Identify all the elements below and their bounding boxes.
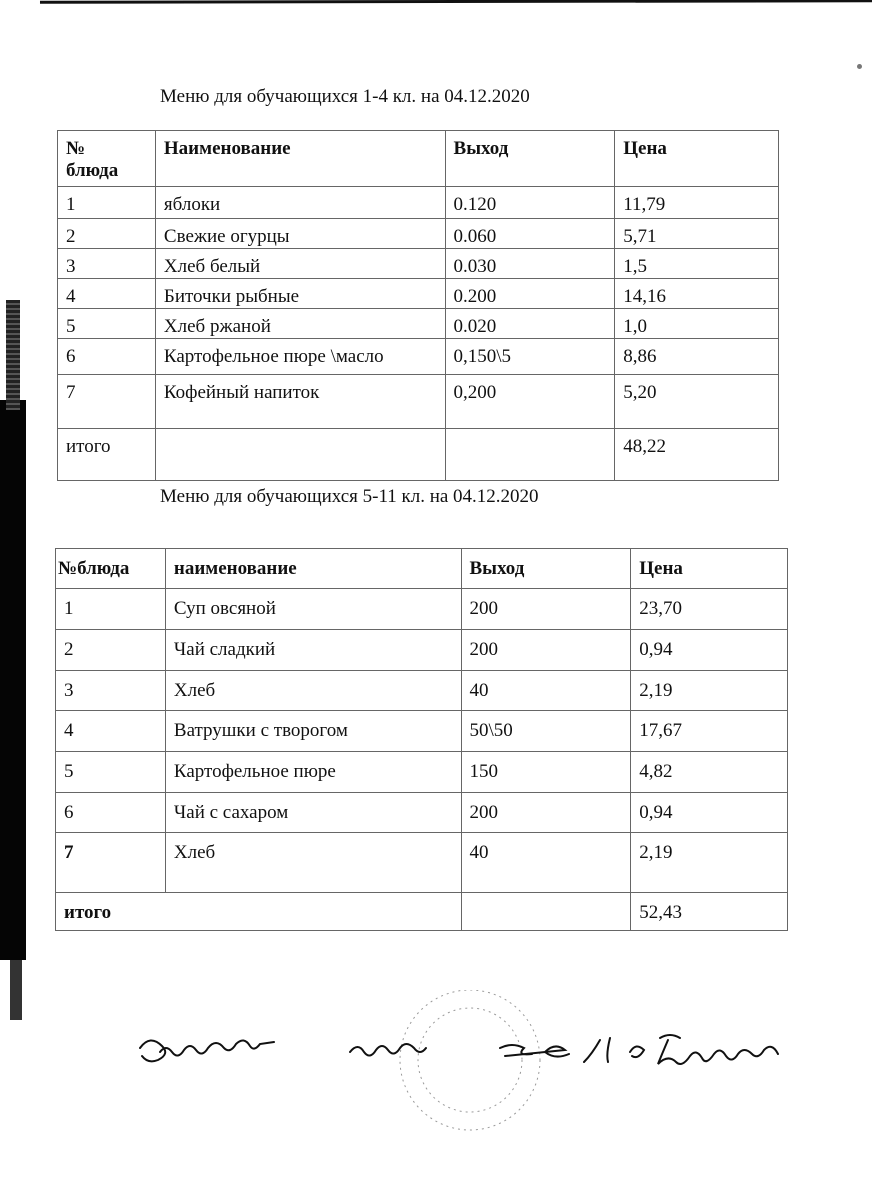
table-row: 2 Свежие огурцы 0.060 5,71	[58, 219, 779, 249]
menu-1-4-title: Меню для обучающихся 1-4 кл. на 04.12.2020	[160, 86, 530, 107]
table-header-row	[58, 131, 779, 187]
table-row: 3 Хлеб белый 0.030 1,5	[58, 249, 779, 279]
handwritten-signature	[140, 1035, 778, 1064]
header-name: наименование	[165, 549, 461, 589]
table-row: 7 Кофейный напиток 0,200 5,20	[58, 375, 779, 429]
table-row: 1 яблоки 0.120 11,79	[58, 187, 779, 219]
menu-1-4-table	[57, 130, 779, 481]
table-row: 1 Суп овсяной 200 23,70	[56, 589, 788, 630]
table-header-row	[56, 549, 788, 589]
menu-5-11-table	[55, 548, 788, 931]
header-num: № блюда	[58, 131, 156, 187]
header-yield: Выход	[461, 549, 631, 589]
scan-edge-shadow	[0, 400, 26, 960]
table-row: 4 Ватрушки с творогом 50\50 17,67	[56, 711, 788, 752]
signature-stamp-graphic	[120, 990, 872, 1150]
menu-5-11-title: Меню для обучающихся 5-11 кл. на 04.12.2020	[160, 486, 539, 507]
table-row: 7 Хлеб 40 2,19	[56, 833, 788, 893]
header-price: Цена	[615, 131, 779, 187]
header-price: Цена	[631, 549, 788, 589]
table-row: 4 Биточки рыбные 0.200 14,16	[58, 279, 779, 309]
table-row: 6 Картофельное пюре \масло 0,150\5 8,86	[58, 339, 779, 375]
total-row: итого 48,22	[58, 429, 779, 481]
total-row: итого 52,43	[56, 893, 788, 931]
scan-speck	[857, 64, 862, 69]
table-row: 5 Хлеб ржаной 0.020 1,0	[58, 309, 779, 339]
header-yield: Выход	[445, 131, 615, 187]
header-num: №блюда	[56, 549, 166, 589]
table-row: 6 Чай с сахаром 200 0,94	[56, 793, 788, 833]
director-signature	[120, 990, 872, 1150]
stamp-seal	[400, 990, 540, 1130]
scan-edge-noise-lower	[10, 960, 22, 1020]
scan-edge-noise	[6, 300, 20, 410]
scan-top-border	[40, 0, 872, 14]
table-row: 5 Картофельное пюре 150 4,82	[56, 752, 788, 793]
header-name: Наименование	[155, 131, 445, 187]
table-row: 3 Хлеб 40 2,19	[56, 671, 788, 711]
table-row: 2 Чай сладкий 200 0,94	[56, 630, 788, 671]
